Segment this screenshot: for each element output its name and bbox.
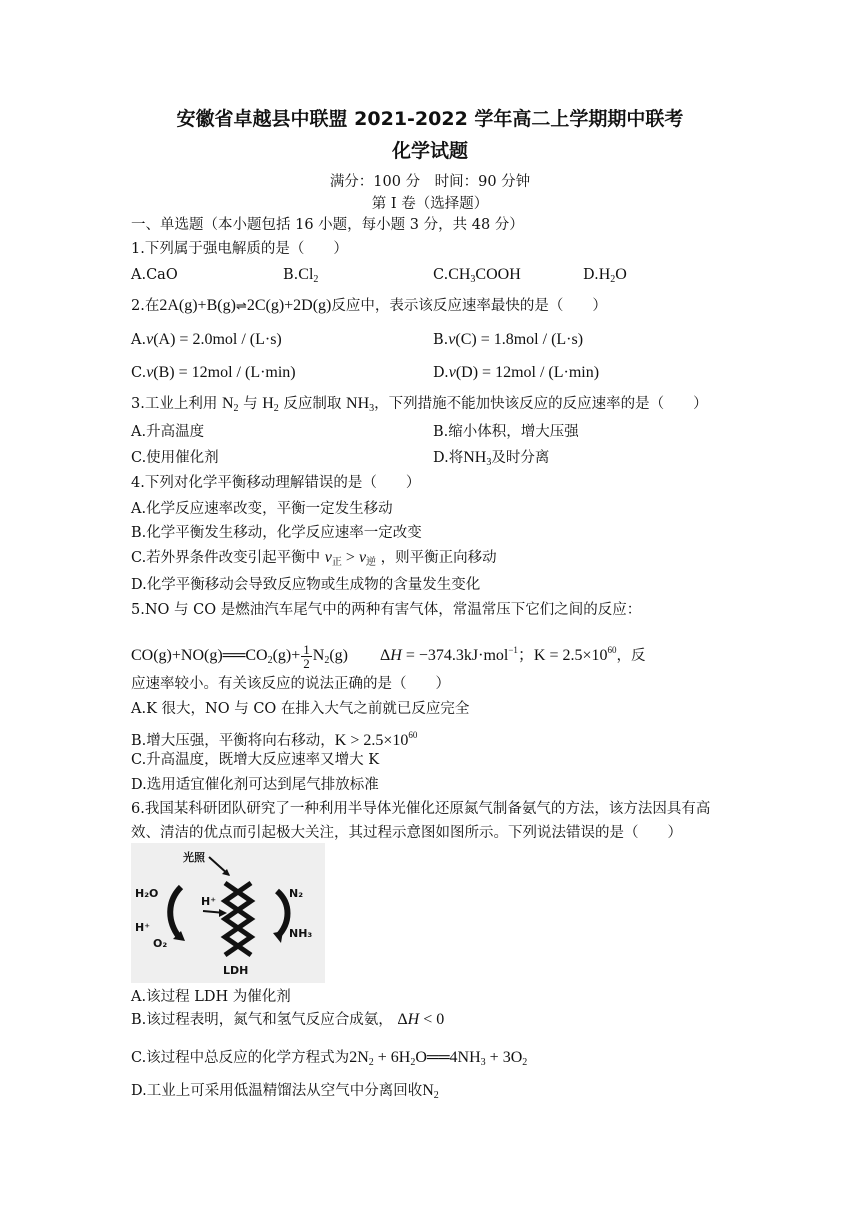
q4-option-a: A.化学反应速率改变，平衡一定发生移动 bbox=[131, 501, 393, 517]
figure-hplus-mid-label: H⁺ bbox=[201, 895, 217, 908]
document-title: 安徽省卓越县中联盟 2021-2022 学年高二上学期期中联考 bbox=[176, 108, 684, 130]
q3-option-a: A.升高温度 bbox=[131, 424, 205, 440]
figure-o2-label: O₂ bbox=[153, 937, 168, 950]
right-curved-arrow bbox=[277, 891, 288, 937]
q6-stem-line2: 效、清洁的优点而引起极大关注，其过程示意图如图所示。下列说法错误的是（ ） bbox=[131, 825, 682, 841]
ldh-process-diagram bbox=[131, 843, 325, 983]
right-arrow-head bbox=[273, 931, 283, 943]
q5-stem-cont: 应速率较小。有关该反应的说法正确的是（ ） bbox=[131, 676, 450, 692]
q2-option-d: D.v(D) = 12mol / (L·min) bbox=[433, 364, 600, 381]
q4-stem: 4.下列对化学平衡移动理解错误的是（ ） bbox=[131, 475, 421, 491]
q1-option-a: A.CaO bbox=[131, 267, 178, 283]
ldh-lattice bbox=[225, 883, 251, 955]
q1-option-b: $B.Cl_2$ bbox=[283, 266, 319, 285]
q2-option-b: B.v(C) = 1.8mol / (L·s) bbox=[433, 331, 584, 348]
q5-stem: 5.NO 与 CO 是燃油汽车尾气中的两种有害气体，常温常压下它们之间的反应： bbox=[131, 602, 642, 618]
q1-stem: 1.下列属于强电解质的是（ ） bbox=[131, 241, 348, 257]
figure-h2o-label: H₂O bbox=[135, 887, 159, 900]
q2-option-c: C.v(B) = 12mol / (L·min) bbox=[131, 364, 296, 381]
q5-option-b: B.增大压强，平衡将向右移动，$K > 2.5\times 10^{60}$ bbox=[131, 730, 418, 749]
q6-option-d: D.工业上可采用低温精馏法从空气中分离回收$N_2$ bbox=[131, 1082, 439, 1101]
figure-nh3-label: NH₃ bbox=[289, 927, 313, 940]
q2-stem: 2.在2A(g)+B(g)⇌2C(g)+2D(g)反应中，表示该反应速率最快的是（ ） bbox=[131, 297, 607, 314]
q3-option-c: C.使用催化剂 bbox=[131, 450, 219, 466]
q3-option-d: D.将$NH_3$及时分离 bbox=[433, 449, 550, 468]
q6-option-c: C.该过程中总反应的化学方程式为$2N_2$ + $6H_2O══4NH_3 + 3O_2$ bbox=[131, 1049, 528, 1068]
volume-label: 第 I 卷（选择题） bbox=[371, 196, 489, 212]
figure-ldh-label: LDH bbox=[223, 964, 249, 977]
ldh-process-figure bbox=[131, 843, 325, 983]
q3-stem: 3.工业上利用 $N_2$ 与 $H_2$ 反应制取 $NH_3$，下列措施不能加快该反应的反应速率的是（ ） bbox=[131, 395, 708, 414]
q4-option-d: D.化学平衡移动会导致反应物或生成物的含量发生变化 bbox=[131, 577, 481, 593]
q6-option-a: A.该过程 LDH 为催化剂 bbox=[131, 989, 291, 1005]
q4-option-c: C.若外界条件改变引起平衡中 $v_正 > v_逆$ ，则平衡正向移动 bbox=[131, 549, 497, 568]
q1-option-d: $D.H_2O$ bbox=[583, 266, 627, 285]
left-curved-arrow bbox=[170, 887, 181, 937]
exam-meta: 满分：100 分 时间：90 分钟 bbox=[329, 174, 531, 190]
figure-hplus-left-label: H⁺ bbox=[135, 921, 151, 934]
q4-option-b: B.化学平衡发生移动，化学反应速率一定改变 bbox=[131, 525, 422, 541]
q5-equation: $CO(g)+NO(g)══CO_2(g)+$ $\frac{1}{2}$ $N_2(g)$ ΔH = −374.3kJ·mol$^{-1}$；$K = 2.5\times 10^{60}$，反 bbox=[131, 641, 646, 671]
q5-option-d: D.选用适宜催化剂可达到尾气排放标准 bbox=[131, 777, 379, 793]
q6-stem-line1: 6.我国某科研团队研究了一种利用半导体光催化还原氮气制备氨气的方法，该方法因具有高 bbox=[131, 801, 711, 817]
q2-option-a: A.v(A) = 2.0mol / (L·s) bbox=[131, 331, 282, 348]
q3-option-b: B.缩小体积，增大压强 bbox=[433, 424, 579, 440]
q5-option-a: A.K 很大，NO 与 CO 在排入大气之前就已反应完全 bbox=[131, 701, 470, 717]
figure-light-label: 光照 bbox=[183, 851, 205, 864]
q1-option-c: $C.CH_3COOH$ bbox=[433, 266, 521, 285]
document-subtitle: 化学试题 bbox=[391, 140, 468, 162]
q6-option-b: B.该过程表明，氮气和氢气反应合成氨， ΔH < 0 bbox=[131, 1011, 445, 1028]
section-heading: 一、单选题（本小题包括 16 小题，每小题 3 分，共 48 分） bbox=[131, 217, 524, 233]
q5-option-c: C.升高温度，既增大反应速率又增大 K bbox=[131, 752, 380, 768]
figure-n2-label: N₂ bbox=[289, 887, 304, 900]
